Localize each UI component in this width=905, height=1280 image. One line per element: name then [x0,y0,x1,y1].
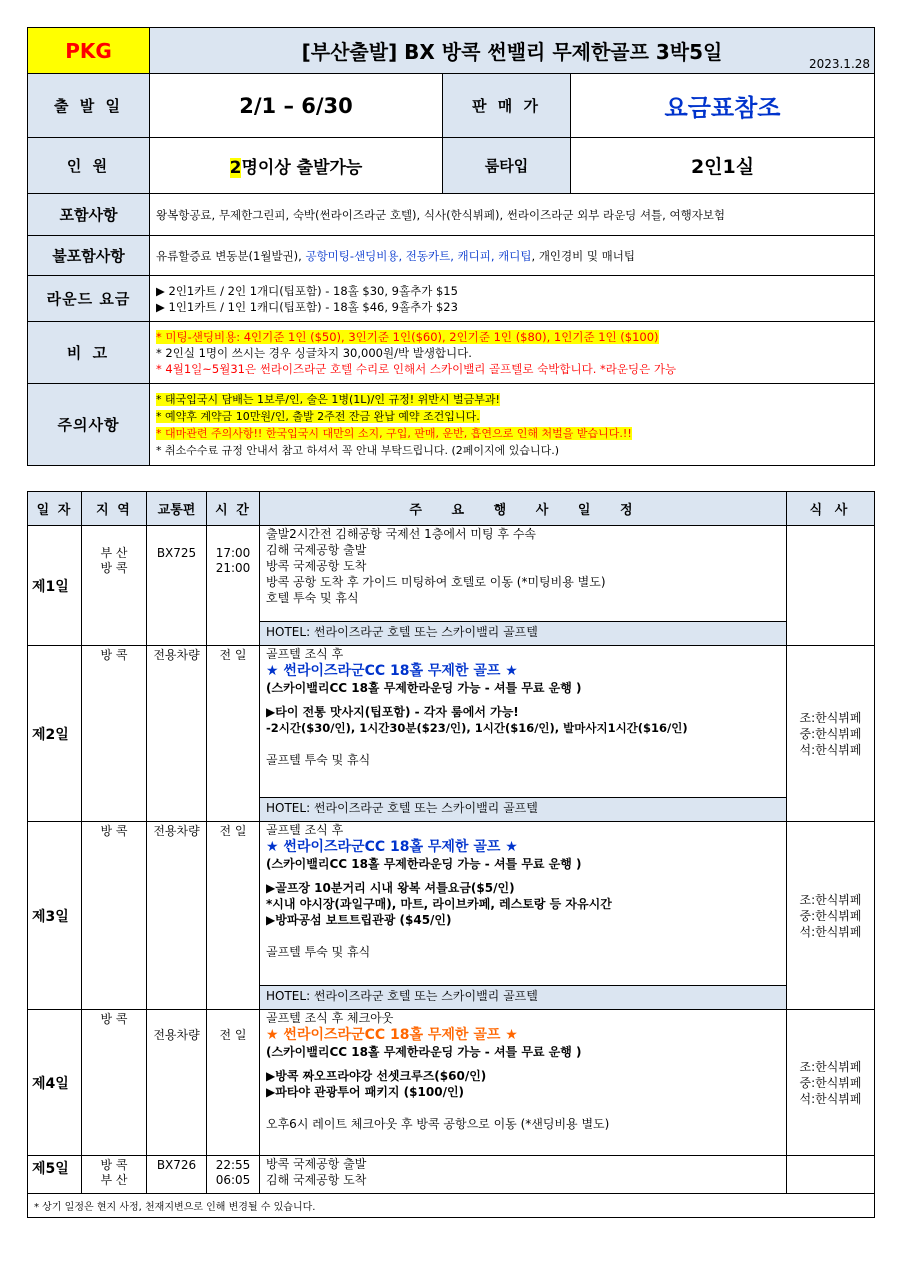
excluded-text-2: , 개인경비 및 매너팁 [531,248,636,263]
caution-label: 주의사항 [28,384,150,466]
rest-line: 오후6시 레이트 체크아웃 후 방콕 공항으로 이동 (*샌딩비용 별도) [266,1117,610,1131]
option-line: -2시간($30/인), 1시간30분($23/인), 1시간($16/인), 발마사지1시간($16/인) [266,721,688,735]
schedule-cell [260,526,787,622]
option-line: ▶타이 전통 맛사지(팁포함) - 각자 룸에서 가능! [266,705,519,719]
departure-value: 2/1 – 6/30 [150,74,443,138]
included-value: 왕복항공료, 무제한그린피, 숙박(썬라이즈라군 호텔), 식사(한식뷔페), 썬라이즈라군 외부 라운딩 셔틀, 여행자보험 [150,194,875,236]
meal-cell [787,646,875,822]
option-line: ▶방콕 짜오프라야강 선셋크루즈($60/인) [266,1069,487,1083]
schedule-line: 김해 국제공항 출발 [266,543,367,557]
region-cell: 방 콕 [82,646,147,822]
golf-line: ★ 썬라이즈라군CC 18홀 무제한 골프 ★ [266,1027,518,1043]
option-line: *시내 야시장(과일구매), 마트, 라이브카페, 레스토랑 등 자유시간 [266,897,612,911]
pkg-badge: PKG [28,28,150,74]
schedule-line: 방콕 공항 도착 후 가이드 미팅하여 호텔로 이동 (*미팅비용 별도) [266,575,606,589]
schedule-line: 방콕 국제공항 출발 [266,1157,367,1171]
hotel-line: HOTEL: 썬라이즈라군 호텔 또는 스카이밸리 골프텔 [260,798,787,822]
time-cell [207,526,260,646]
price-value: 요금표참조 [571,74,875,138]
departure-label: 출 발 일 [28,74,150,138]
remarks-line-1: * 미팅-샌딩비용: 4인기준 1인 ($50), 3인기준 1인($60), 2인기준 1인 ($80), 1인기준 1인 ($100) [156,329,659,344]
footnote: * 상기 일정은 현지 사정, 천재지변으로 인해 변경될 수 있습니다. [28,1194,875,1218]
time-cell: 전 일 [207,646,260,822]
price-label: 판 매 가 [443,74,571,138]
caution-value [150,384,875,466]
time-text: 17:00 [215,546,251,560]
caution-line-2: * 예약후 계약금 10만원/인, 출발 2주전 잔금 완납 예약 조건입니다. [156,409,480,423]
time-cell: 전 일 [207,1010,260,1156]
region-text: 방 콕 [100,561,128,575]
meal-dinner: 석:한식뷔페 [799,1091,862,1106]
caution-line-3: * 대마관련 주의사항!! 한국입국시 대만의 소지, 구입, 판매, 운반, 흡연으로 인해 처벌을 받습니다.!! [156,426,632,440]
excluded-value [150,236,875,276]
people-value-rest: 명이상 출발가능 [241,158,363,178]
transport-cell: BX726 [147,1156,207,1194]
transport-cell: 전용차량 [147,1010,207,1156]
col-header-transport: 교통편 [147,492,207,526]
golf-sub-line: (스카이밸리CC 18홀 무제한라운딩 가능 - 셔틀 무료 운행 ) [266,1045,582,1059]
transport-cell: BX725 [147,526,207,646]
excluded-text-1: 유류할증료 변동분(1월발권), [156,248,306,263]
day-label: 제5일 [28,1156,82,1194]
day-label: 제1일 [28,526,82,646]
day-label: 제4일 [28,1010,82,1156]
remarks-value [150,322,875,384]
col-header-day: 일 자 [28,492,82,526]
golf-sub-line: (스카이밸리CC 18홀 무제한라운딩 가능 - 셔틀 무료 운행 ) [266,681,582,695]
time-text: 06:05 [215,1173,251,1187]
document-date: 2023.1.28 [808,57,871,71]
round-fee-line: ▶ 1인1카트 / 1인 1캐디(팁포함) - 18홀 $46, 9홀추가 $23 [156,299,458,314]
meal-cell [787,1010,875,1156]
golf-sub-line: (스카이밸리CC 18홀 무제한라운딩 가능 - 셔틀 무료 운행 ) [266,857,582,871]
col-header-schedule: 주 요 행 사 일 정 [260,492,787,526]
option-line: ▶방파공섬 보트트립관광 ($45/인) [266,913,452,927]
people-value [150,138,443,194]
time-cell [207,1156,260,1194]
schedule-cell [260,1010,787,1156]
meal-breakfast: 조:한식뷔페 [799,892,862,907]
caution-line-4: * 취소수수료 규정 안내서 참고 하셔서 꼭 안내 부탁드립니다. (2페이지에 있습니다.) [156,443,560,457]
schedule-line: 방콕 국제공항 도착 [266,559,367,573]
meal-breakfast: 조:한식뷔페 [799,1059,862,1074]
col-header-time: 시 간 [207,492,260,526]
time-text: 21:00 [215,561,251,575]
title-text: [부산출발] BX 방콕 썬밸리 무제한골프 3박5일 [301,40,723,64]
people-label: 인 원 [28,138,150,194]
rest-line: 골프텔 투숙 및 휴식 [266,753,371,767]
region-text: 부 산 [100,1173,128,1187]
hotel-line: HOTEL: 썬라이즈라군 호텔 또는 스카이밸리 골프텔 [260,986,787,1010]
transport-cell: 전용차량 [147,822,207,1010]
day-label: 제3일 [28,822,82,1010]
hotel-line: HOTEL: 썬라이즈라군 호텔 또는 스카이밸리 골프텔 [260,622,787,646]
remarks-line-3: * 4월1일~5월31은 썬라이즈라군 호텔 수리로 인해서 스카이밸리 골프텔로 숙박합니다. *라운딩은 가능 [156,361,677,376]
meal-cell [787,822,875,1010]
transport-cell: 전용차량 [147,646,207,822]
meal-cell [787,1156,875,1194]
itinerary-table [27,491,875,1218]
excluded-text-blue: 공항미팅-샌딩비용, 전동카트, 캐디피, 캐디팁 [305,248,532,263]
people-value-num: 2 [229,158,242,178]
room-label: 룸타입 [443,138,571,194]
schedule-cell [260,1156,787,1194]
meal-dinner: 석:한식뷔페 [799,742,862,757]
round-fee-value [150,276,875,322]
schedule-line: 호텔 투숙 및 휴식 [266,591,359,605]
region-cell: 방 콕 [82,1010,147,1156]
col-header-region: 지 역 [82,492,147,526]
remarks-label: 비 고 [28,322,150,384]
remarks-line-2: * 2인실 1명이 쓰시는 경우 싱글차지 30,000원/박 발생합니다. [156,345,472,360]
schedule-line: 골프텔 조식 후 체크아웃 [266,1011,394,1025]
included-label: 포함사항 [28,194,150,236]
option-line: ▶골프장 10분거리 시내 왕복 셔틀요금($5/인) [266,881,515,895]
meal-breakfast: 조:한식뷔페 [799,710,862,725]
schedule-cell [260,822,787,986]
time-text: 22:55 [215,1158,251,1172]
meal-dinner: 석:한식뷔페 [799,924,862,939]
excluded-label: 불포함사항 [28,236,150,276]
meal-cell [787,526,875,646]
region-cell [82,1156,147,1194]
meal-lunch: 중:한식뷔페 [799,908,862,923]
meal-lunch: 중:한식뷔페 [799,1075,862,1090]
region-text: 방 콕 [100,1158,128,1172]
region-cell [82,526,147,646]
summary-table [27,27,875,466]
region-text: 부 산 [100,546,128,560]
col-header-meal: 식 사 [787,492,875,526]
caution-line-1: * 태국입국시 담배는 1보루/인, 술은 1병(1L)/인 규정! 위반시 벌금부과! [156,392,500,406]
schedule-line: 김해 국제공항 도착 [266,1173,367,1187]
golf-line: ★ 썬라이즈라군CC 18홀 무제한 골프 ★ [266,839,518,855]
schedule-cell [260,646,787,798]
schedule-line: 골프텔 조식 후 [266,647,344,661]
schedule-line: 골프텔 조식 후 [266,823,344,837]
schedule-line: 출발2시간전 김해공항 국제선 1층에서 미팅 후 수속 [266,527,536,541]
day-label: 제2일 [28,646,82,822]
time-cell: 전 일 [207,822,260,1010]
golf-line: ★ 썬라이즈라군CC 18홀 무제한 골프 ★ [266,663,518,679]
rest-line: 골프텔 투숙 및 휴식 [266,945,371,959]
round-fee-label: 라운드 요금 [28,276,150,322]
option-line: ▶파타야 관광투어 패키지 ($100/인) [266,1085,465,1099]
round-fee-line: ▶ 2인1카트 / 2인 1개디(팁포함) - 18홀 $30, 9홀추가 $15 [156,283,458,298]
room-value: 2인1실 [571,138,875,194]
region-cell: 방 콕 [82,822,147,1010]
meal-lunch: 중:한식뷔페 [799,726,862,741]
page-title [150,28,875,74]
